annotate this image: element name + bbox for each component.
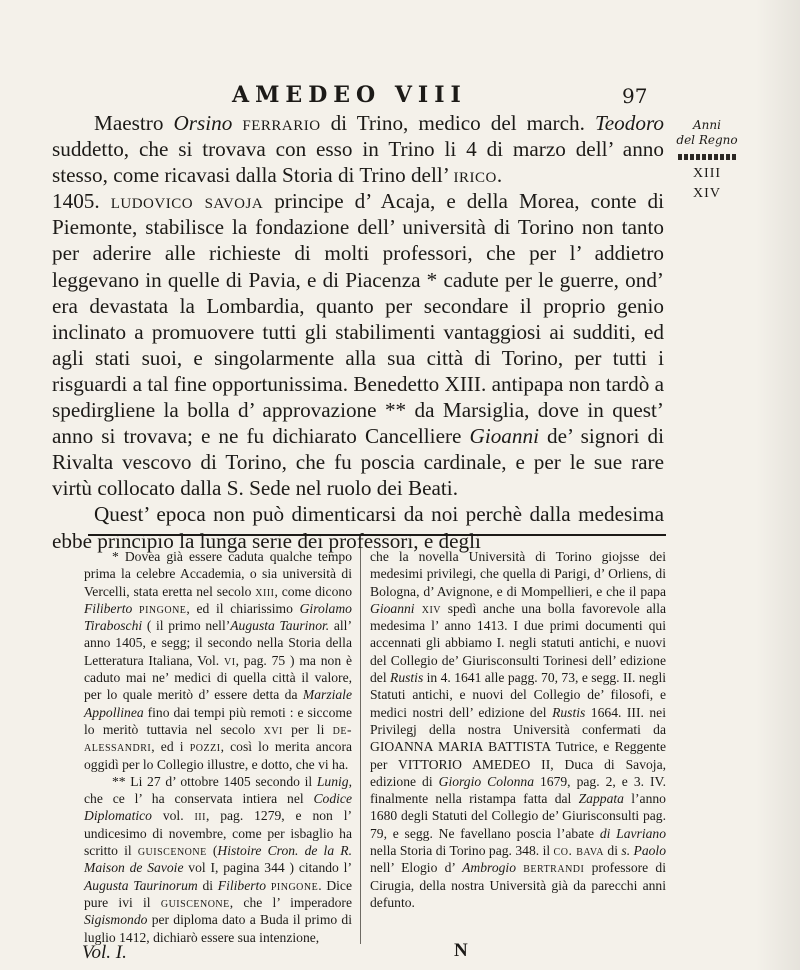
text-run: de’ signori di Rivalta vescovo di Torino, che fu poscia cardinale, e per le sue rare virtù collocato dalla S. Sede nel ruolo dei Beati.	[52, 424, 664, 501]
text-run: principe d’ Acaja, e della Morea, conte di Piemonte, stabilisce la fondazione dell’ università di Torino non tanto per aderire alle richieste di molti professori, che per l’ addietro leggevano in quelle di Pavia, e di Piacenza * cadute per le guerre, ond’ era devastata la Lombardia, quanto per secondare il proprio genio inclinato a promuovere tutti gli stabilimenti vantaggiosi ai sudditi, ed agli stati suoi, e singolarmente alla sua città di Torino, per tutti i risguardi a tal fine opportunissima. Benedetto XIII. antipapa non tardò a spedirgliene la bolla d’ approvazione ** da Marsiglia, dove in quest’ anno si trovava; e ne fu dichiarato Cancelliere	[52, 189, 664, 449]
person-name: Teodoro	[594, 111, 665, 135]
text-run: Sigismondo	[84, 912, 148, 928]
text-run: vol I, pagina 344 ) citando l’	[183, 860, 352, 876]
text-run: nell’ Elogio d’	[370, 860, 463, 876]
text-run: per diploma dato a Buda il primo di luglio 1412, dichiarò essere sua intenzione,	[84, 912, 352, 945]
text-run: s. Paolo	[621, 843, 666, 859]
text-run: 1679, pag. 2, e 3. IV. finalmente nella ristampa fatta dal	[370, 773, 666, 807]
text-run: Rustis	[552, 704, 586, 720]
text-run: , ed il chiarissimo	[186, 600, 300, 616]
text-run: xiii	[255, 583, 275, 599]
text-run: pozzi	[189, 739, 221, 755]
text-run: .	[496, 163, 503, 188]
text-run: Gioanni	[370, 600, 415, 616]
text-run: , pag. 75 ) ma non è caduto mai ne’ medici di quella città il valore, per lo quale meritò d’ essere detta da	[84, 652, 352, 703]
text-run: pingone	[270, 877, 319, 893]
main-text	[52, 110, 664, 554]
footnote-divider	[88, 534, 666, 536]
text-run: xiv	[414, 600, 442, 616]
text-run: Ambrogio	[462, 860, 516, 876]
text-run: per li	[282, 721, 333, 737]
text-run: Filiberto	[217, 877, 267, 893]
page-edge-shadow	[756, 0, 800, 970]
footnotes-right-column	[370, 548, 666, 911]
text-run: di	[197, 877, 218, 893]
text-run: Maestro	[94, 111, 174, 135]
text-run: pingone	[139, 600, 187, 616]
year-text: 1405.	[52, 189, 111, 214]
text-run: . Dice pure ivi il	[84, 877, 352, 910]
running-title: AMEDEO VIII	[232, 82, 467, 108]
text-run: Codice Diplomatico	[84, 791, 352, 824]
margin-label-line2: del Regno	[676, 133, 738, 147]
text-run: , come dicono	[274, 583, 352, 599]
gathering-signature-mark: N	[454, 940, 468, 961]
paragraph-orsino	[52, 110, 664, 188]
text-run: di Trino, medico del march.	[320, 111, 595, 135]
column-divider	[360, 548, 361, 944]
text-run: fino dai tempi più remoti : e siccome lo meritò tuttavia nel secolo	[84, 704, 352, 737]
text-run: Lunig	[316, 773, 349, 789]
text-run: l’anno 1680 degli Statuti del Collegio de’ Giurisconsulti pag. 79, e segg. Ne favellano poscia l’abate	[370, 791, 666, 841]
author-name: irico	[453, 163, 497, 188]
footnote-2-continued	[370, 548, 666, 911]
text-run: Filiberto	[84, 600, 133, 616]
text-run: Zappata	[578, 791, 624, 807]
reign-year-xiv: XIV	[693, 186, 721, 201]
footnotes-left-column	[84, 548, 352, 946]
paragraph-epoca: Quest’ epoca non può dimenticarsi da noi perchè dalla medesima ebbe principio la lunga serie dei professori, e degli	[52, 502, 664, 553]
text-run: , che l’ imperadore	[229, 894, 352, 910]
text-run: professore di Cirugia, della nostra Università già da parecchi anni defunto.	[370, 860, 666, 910]
text-run: vi	[224, 652, 236, 668]
text-run: nella Storia di Torino pag. 348. il	[370, 843, 554, 859]
text-run: Histoire Cron. de la R. Maison de Savoie	[84, 843, 352, 876]
text-run: 1664. III. nei Privilegj della nostra Università confermati da GIOANNA MARIA BATTISTA Tutrice, e Reggente per VITTORIO AMEDEO II, Duca di Savoja, edizione di	[370, 704, 666, 789]
margin-divider	[678, 154, 736, 160]
text-run: Augusta Taurinorum	[84, 877, 198, 893]
text-run: ** Li 27 d’ ottobre 1405 secondo il	[112, 773, 317, 789]
text-run: di	[604, 843, 622, 859]
text-run	[232, 111, 242, 135]
page-number: 97	[622, 84, 648, 108]
text-run: suddetto, che si trovava con esso in Trino li 4 di marzo dell’ anno stesso, come ricavasi dalla Storia di Trino dell’	[52, 137, 664, 188]
text-run: Marziale Appollinea	[84, 687, 352, 720]
paragraph-1405	[52, 188, 664, 501]
person-name: ludovico savoja	[110, 189, 264, 214]
text-run: in 4. 1641 alle pagg. 70, 73, e segg. II. negli Statuti antichi, e nuovi del Collegio de’ filosofi, e medici nostri dell’ edizione del	[370, 670, 666, 720]
margin-label-line1: Anni	[693, 118, 721, 132]
footnote-2	[84, 773, 352, 946]
person-surname: ferrario	[242, 111, 321, 135]
text-run: , così lo merita ancora oggidì per lo Collegio illustre, e dotto, che vi ha.	[84, 739, 353, 772]
text-run: spedì anche una bolla favorevole alla medesima l’ anno 1413. I due primi documenti qui accennati gli abbiamo I. negli statuti antichi, e nuovi del Collegio de’ Giurisconsulti Torinesi dell’ edizione del	[370, 600, 667, 686]
text-run: che la novella Università di Torino giojsse dei medesimi privilegi, che quella di Parigi, d’ Orliens, di Bologna, d’ Avignone, e di Mompellieri, e che il papa	[370, 549, 666, 599]
text-run: , ed i	[151, 739, 190, 755]
text-run: (	[206, 843, 218, 859]
text-run: iii	[194, 808, 206, 824]
footnote-1	[84, 548, 352, 773]
text-run: vol.	[151, 808, 195, 824]
text-run: guiscenone	[160, 894, 230, 910]
margin-note	[672, 118, 742, 204]
text-run: xvi	[263, 721, 283, 737]
text-run: ( il primo nell’	[142, 618, 231, 634]
text-run: all’ anno 1405, e segg; il secondo nella Storia della Letteratura Italiana, Vol.	[84, 618, 352, 668]
text-run: di Lavriano	[599, 825, 666, 841]
text-run: bertrandi	[523, 860, 585, 876]
text-run: guiscenone	[137, 843, 207, 859]
text-run: Giorgio Colonna	[438, 773, 534, 789]
volume-signature: Vol. I.	[82, 942, 127, 963]
text-run: Rustis	[390, 670, 424, 686]
text-run: * Dovea già essere caduta qualche tempo prima la celebre Accademia, o sia università di Vercelli, stata eretta nel secolo	[84, 549, 352, 599]
text-run: Augusta Taurinor.	[230, 618, 330, 634]
person-name: Orsino	[173, 111, 233, 135]
text-run: de-alessandri	[84, 721, 353, 755]
text-run: , pag. 1279, e non l’ undicesimo di novembre, come per isbaglio ha scritto il	[84, 808, 352, 859]
person-name: Gioanni	[469, 424, 539, 449]
text-run: Girolamo Tiraboschi	[84, 600, 352, 634]
reign-year-xiii: XIII	[692, 166, 722, 181]
text-run: co. bava	[553, 843, 605, 859]
text-run: , che ce l’ ha conservata intiera nel	[84, 773, 352, 807]
